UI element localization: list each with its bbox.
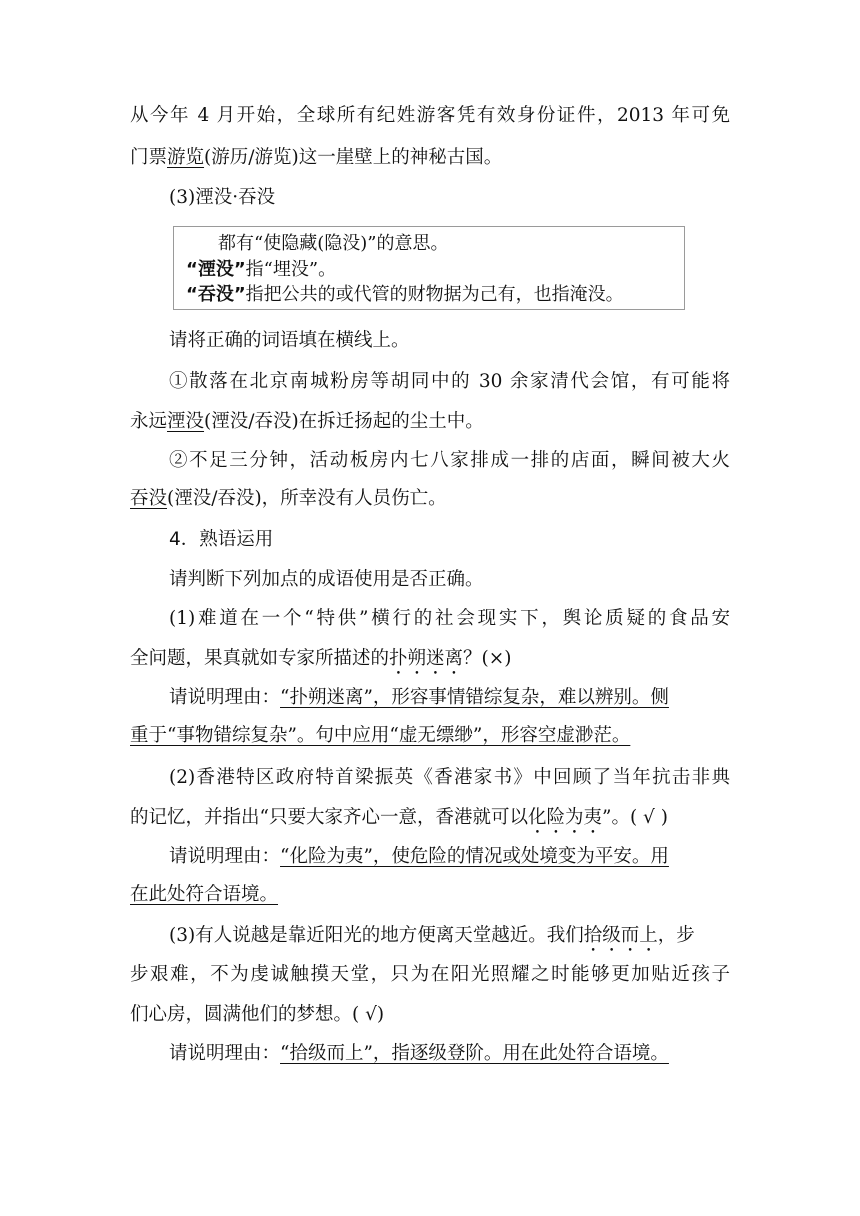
answer-blank: 游览 — [167, 147, 205, 168]
question-line: ①散落在北京南城粉房等胡同中的 30 余家清代会馆，有可能将 — [169, 371, 730, 392]
answer-blank: 湮没 — [167, 411, 205, 432]
box-line: 都有“使隐藏(隐没)”的意思。 — [218, 233, 449, 254]
section-subtitle: (3)湮没·吞没 — [169, 187, 276, 208]
reason-answer: “化险为夷”，使危险的情况或处境变为平安。用 — [280, 846, 669, 867]
question-line: 的记忆，并指出“只要大家齐心一意，香港就可以化险为夷”。( √ ) — [130, 807, 668, 828]
reason-answer: “拾级而上”，指逐级登阶。用在此处符合语境。 — [280, 1043, 669, 1064]
dotted-idiom: 拾级而上 — [583, 925, 658, 946]
definition-box — [173, 226, 685, 310]
question-line: (2)香港特区政府特首梁振英《香港家书》中回顾了当年抗击非典 — [169, 767, 730, 788]
box-line: “湮没”指“埋没”。 — [186, 259, 337, 280]
section-heading: 4．熟语运用 — [169, 529, 274, 550]
question-line: 们心房，圆满他们的梦想。( √) — [130, 1004, 385, 1025]
term: “湮没” — [186, 259, 246, 280]
dotted-idiom: 化险为夷 — [527, 807, 602, 828]
box-line: “吞没”指把公共的或代管的财物据为己有，也指淹没。 — [186, 284, 624, 305]
reason-line: 请说明理由：“拾级而上”，指逐级登阶。用在此处符合语境。 — [169, 1043, 669, 1064]
instruction: 请将正确的词语填在横线上。 — [169, 330, 410, 351]
question-line: 永远湮没(湮没/吞没)在拆迁扬起的尘土中。 — [130, 411, 484, 432]
term: “吞没” — [186, 284, 246, 305]
question-line: 全问题，果真就如专家所描述的扑朔迷离？(×) — [130, 648, 512, 669]
reason-line: 请说明理由：“化险为夷”，使危险的情况或处境变为平安。用 — [169, 846, 669, 867]
answer-blank: 吞没 — [130, 488, 168, 509]
paragraph-line: 门票游览(游历/游览)这一崖壁上的神秘古国。 — [130, 147, 503, 168]
question-line: (3)有人说越是靠近阳光的地方便离天堂越近。我们拾级而上，步 — [169, 925, 695, 946]
question-line: 吞没(湮没/吞没)，所幸没有人员伤亡。 — [130, 488, 447, 509]
reason-answer: 在此处符合语境。 — [130, 884, 279, 905]
question-line: ②不足三分钟，活动板房内七八家排成一排的店面，瞬间被大火 — [169, 450, 730, 471]
reason-line: 请说明理由：“扑朔迷离”，形容事情错综复杂，难以辨别。侧 — [169, 687, 669, 708]
question-line: 步艰难，不为虔诚触摸天堂，只为在阳光照耀之时能够更加贴近孩子 — [130, 964, 730, 985]
instruction: 请判断下列加点的成语使用是否正确。 — [169, 569, 484, 590]
paragraph-line: 从今年 4 月开始，全球所有纪姓游客凭有效身份证件，2013 年可免 — [130, 105, 730, 126]
question-line: (1)难道在一个“特供”横行的社会现实下，舆论质疑的食品安 — [169, 608, 730, 629]
reason-answer: 重于“事物错综复杂”。句中应用“虚无缥缈”，形容空虚渺茫。 — [130, 725, 631, 746]
reason-answer: “扑朔迷离”，形容事情错综复杂，难以辨别。侧 — [280, 687, 669, 708]
dotted-idiom: 扑朔迷离 — [389, 648, 464, 669]
